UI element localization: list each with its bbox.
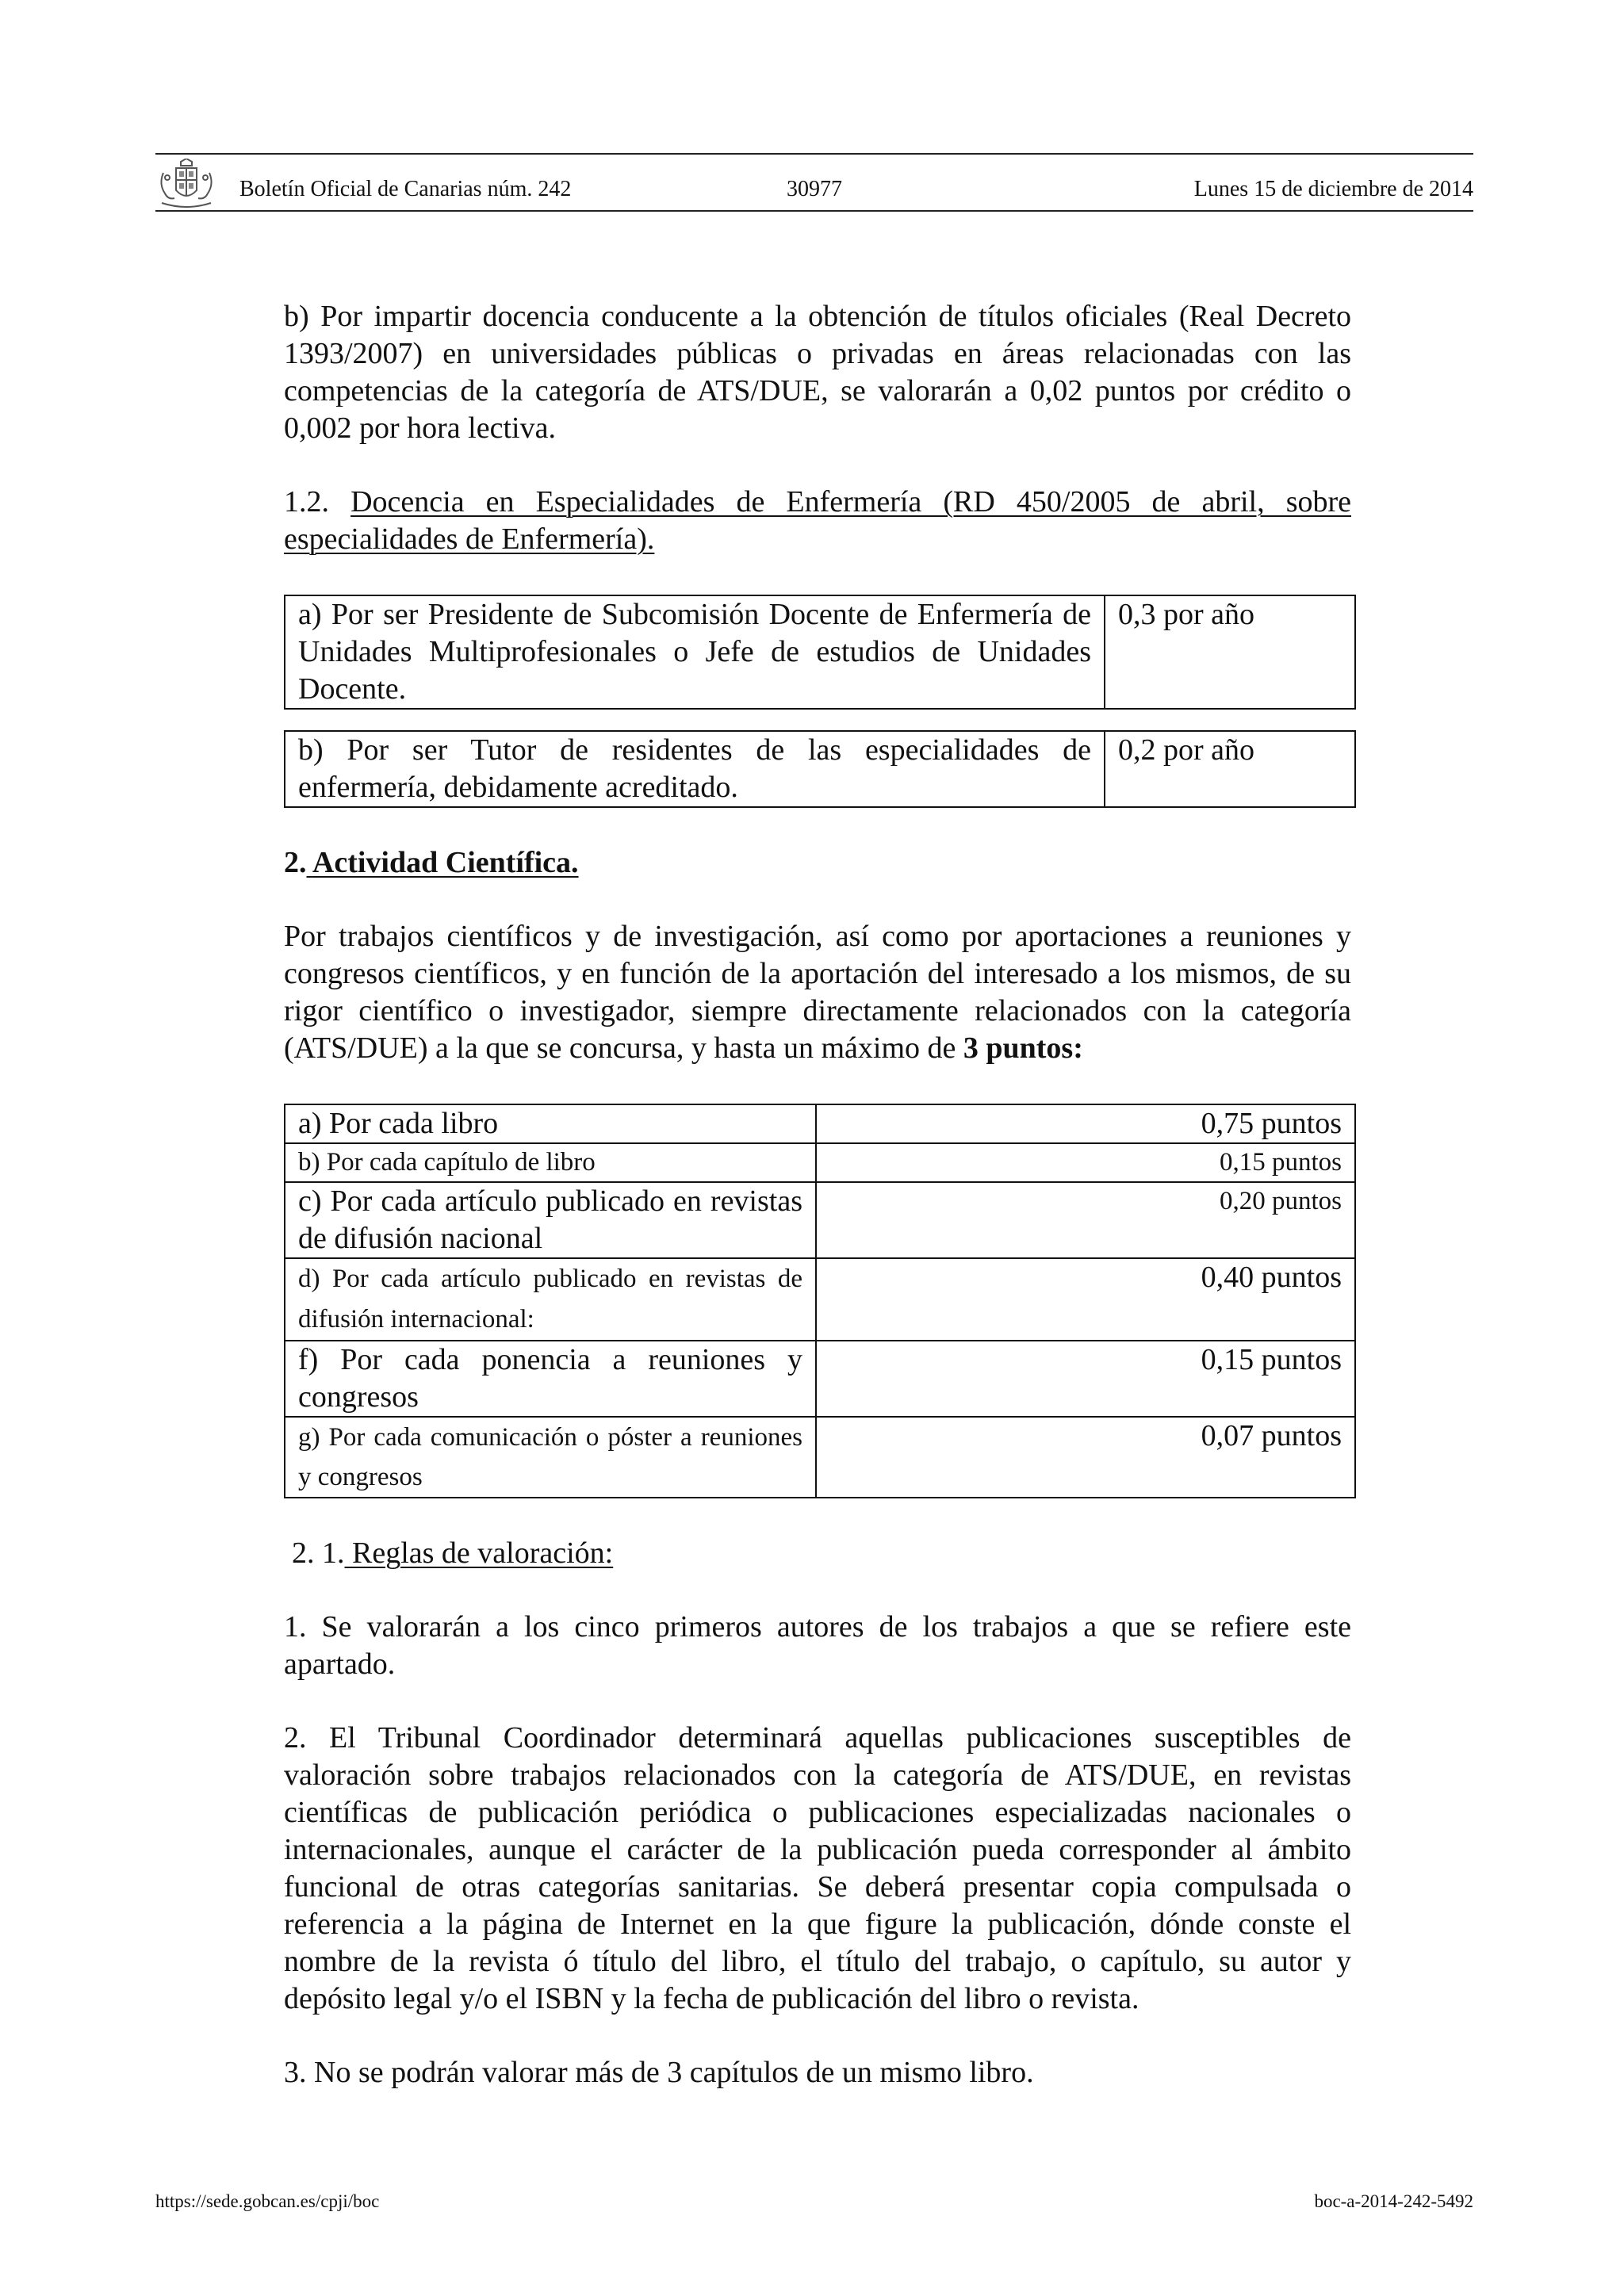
table-cell-description: f) Por cada ponencia a reuniones y congresos [285,1341,816,1417]
rule-3: 3. No se podrán valorar más de 3 capítulos de un mismo libro. [284,2056,1034,2089]
docencia-table-b [284,730,1356,808]
section-2-1-number: 2. 1. [292,1536,345,1570]
header-rule-top [155,153,1473,155]
rule-2: 2. El Tribunal Coordinador determinará aquellas publicaciones susceptibles de valoración sobre trabajos relacionados con la categoría de ATS/DUE, en revistas científicas de publicación periódica o publicaciones especializadas nacionales o internacionales, aunque el carácter de la publicación pueda corresponder al ámbito funcional de otras categorías sanitarias. Se deberá presentar copia compulsada o referencia a la página de Internet en la que figure la publicación, dónde conste el nombre de la revista ó título del libro, el título del trabajo, o capítulo, su autor y depósito legal y/o el ISBN y la fecha de publicación del libro o revista. [284,1721,1351,2015]
page-number: 30977 [787,177,842,201]
table-cell-points: 0,40 puntos [816,1258,1355,1341]
actividad-table [284,1104,1356,1498]
table-cell-description: a) Por cada libro [285,1104,816,1143]
publication-title: Boletín Oficial de Canarias núm. 242 [239,177,572,201]
document-body [284,298,1351,2091]
section-2-heading [284,844,1351,882]
section-2-1-title-wrap [345,1536,614,1570]
table-cell-points: 0,3 por año [1105,595,1355,709]
table-cell-points: 0,07 puntos [816,1417,1355,1498]
table-cell-description: c) Por cada artículo publicado en revistas de difusión nacional [285,1182,816,1258]
table-cell-points: 0,15 puntos [816,1143,1355,1182]
table-row [285,1182,1355,1258]
table-row [285,1258,1355,1341]
table-row [285,1143,1355,1182]
section-1-2-heading [284,484,1351,558]
section-1-2-title: Docencia en Especialidades de Enfermería (RD 450/2005 de abril, sobre especialidades de Enfermería). [284,485,1351,556]
section-2-intro [284,918,1351,1067]
table-cell-points: 0,15 puntos [816,1341,1355,1417]
table-row [285,731,1355,807]
section-2-title-text: Actividad Científica. [312,846,579,879]
table-row [285,1341,1355,1417]
paragraph-b: b) Por impartir docencia conducente a la obtención de títulos oficiales (Real Decreto 1393/2007) en universidades públicas o privadas en áreas relacionadas con las competencias de la categoría de ATS/DUE, se valorarán a 0,02 puntos por crédito o 0,002 por hora lectiva. [284,300,1351,445]
section-2-number: 2. [284,846,307,879]
footer-doc-id: boc-a-2014-242-5492 [1314,2191,1473,2211]
footer-url[interactable]: https://sede.gobcan.es/cpji/boc [155,2191,380,2211]
section-1-2-number: 1.2. [284,485,329,519]
table-cell-description: b) Por ser Tutor de residentes de las especialidades de enfermería, debidamente acreditado. [285,731,1105,807]
table-cell-description: b) Por cada capítulo de libro [285,1143,816,1182]
section-2-1-heading [284,1535,1351,1572]
docencia-table-a [284,595,1356,710]
section-2-title [307,846,579,879]
header-rule-bottom [155,210,1473,212]
table-cell-points: 0,2 por año [1105,731,1355,807]
publication-date: Lunes 15 de diciembre de 2014 [1193,177,1473,201]
table-cell-description: d) Por cada artículo publicado en revistas de difusión internacional: [285,1258,816,1341]
section-2-intro-text: Por trabajos científicos y de investigación, así como por aportaciones a reuniones y congresos científicos, y en función de la aportación del interesado a los mismos, de su rigor científico o investigador, siempre directamente relacionados con la categoría (ATS/DUE) a la que se concursa, y hasta un máximo de [284,920,1351,1065]
rule-1: 1. Se valorarán a los cinco primeros autores de los trabajos a que se refiere este apartado. [284,1610,1351,1681]
table-cell-description: g) Por cada comunicación o póster a reuniones y congresos [285,1417,816,1498]
table-row [285,1104,1355,1143]
section-2-intro-bold: 3 puntos: [963,1031,1083,1065]
table-row [285,595,1355,709]
coat-of-arms-icon [157,159,216,209]
table-cell-description: a) Por ser Presidente de Subcomisión Docente de Enfermería de Unidades Multiprofesionales o Jefe de estudios de Unidades Docente. [285,595,1105,709]
table-cell-points: 0,75 puntos [816,1104,1355,1143]
section-2-1-title: Reglas de valoración: [352,1536,614,1570]
table-row [285,1417,1355,1498]
table-cell-points: 0,20 puntos [816,1182,1355,1258]
